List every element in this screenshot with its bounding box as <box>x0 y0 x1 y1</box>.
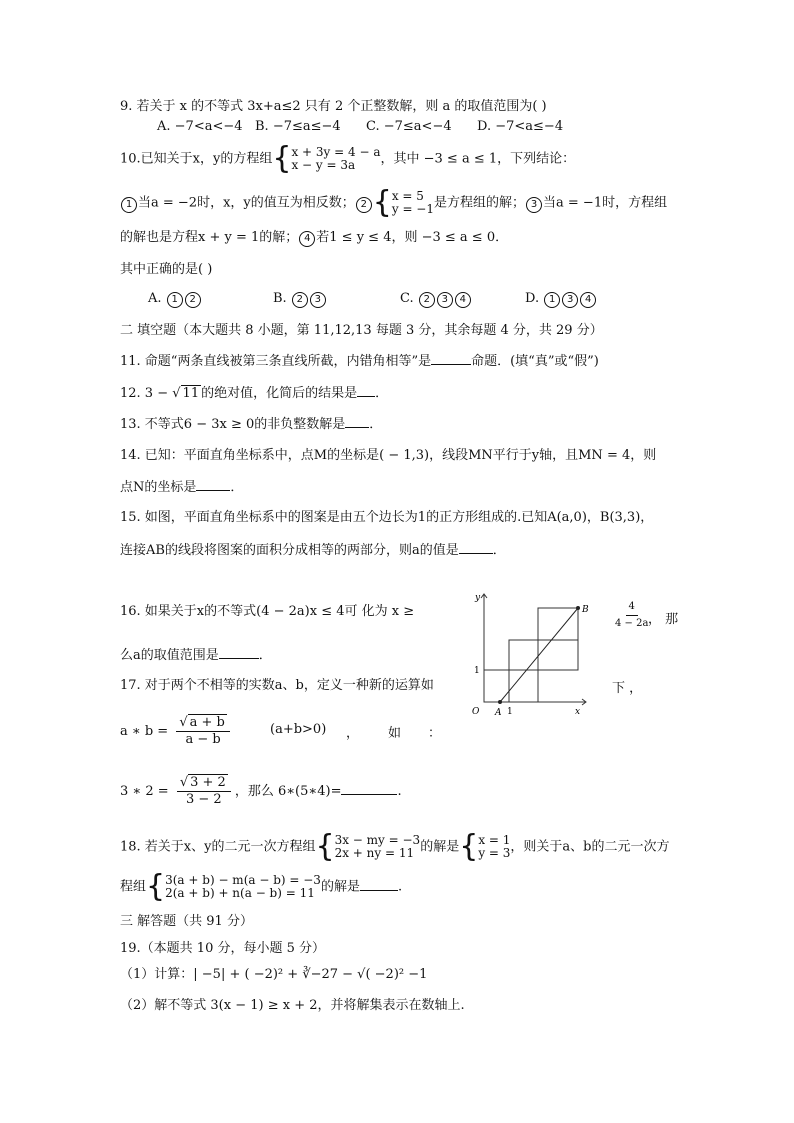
point-b <box>576 606 580 610</box>
q16-line2: 么a的取值范围是 ． <box>120 648 272 663</box>
q17-ru: 如 <box>388 726 402 741</box>
square-4 <box>538 640 578 670</box>
q19-part1: （1）计算：| −5| + ( −2)² + ∛−27 − √( −2)² −1 <box>120 967 428 982</box>
q10-option-d: D. 1 3 4 <box>525 291 597 308</box>
section-2-heading: 二 填空题（本大题共 8 小题，第 11,12,13 每题 3 分，其余每题 4 分，共 29 分） <box>120 323 603 338</box>
q10-stem: 10.已知关于x，y的方程组{ x + 3y = 4 − a x − y = 3a ，其中 −3 ≤ a ≤ 1，下列结论： <box>120 141 576 176</box>
y-label: y <box>475 593 481 603</box>
q17-line1-tail: 下 ， <box>612 681 643 696</box>
q18-line1: 18. 若关于x、y的二元一次方程组{ 3x − my = −3 2x + ny = 11 的解是{ x = 1 y = 3 ，则关于a、b的二元一次方 <box>120 829 670 864</box>
q18-line2: 程组{ 3(a + b) − m(a − b) = −3 2(a + b) + n(a − b) = 11 的解是 . <box>120 869 403 904</box>
q10-system: x + 3y = 4 − a x − y = 3a <box>291 145 381 172</box>
square-5 <box>538 608 578 640</box>
square-1 <box>484 670 509 702</box>
q18-new-system: 3(a + b) − m(a − b) = −3 2(a + b) + n(a − b) = 11 <box>165 873 321 900</box>
b-label: B <box>582 605 589 615</box>
q9-option-d: D. −7<a≤−4 <box>477 119 564 134</box>
q19-head: 19.（本题共 10 分，每小题 5 分） <box>120 941 326 956</box>
x-tick-1: 1 <box>507 707 513 717</box>
q15-line2: 连接AB的线段将图案的面积分成相等的两部分，则a的值是 ． <box>120 543 506 558</box>
q10-candidate: x = 5 y = −1 <box>391 189 434 216</box>
q17-colon: ： <box>428 726 442 741</box>
q11: 11. 命题“两条直线被第三条直线所截，内错角相等”是 命题．(填“真”或“假”) <box>120 354 599 369</box>
q15-line1: 15. 如图，平面直角坐标系中的图案是由五个边长为1的正方形组成的.已知A(a,0)，B(3,3)， <box>120 510 654 525</box>
q10-conclusions-cont: 的解也是方程x + y = 1的解； 4 若1 ≤ y ≤ 4，则 −3 ≤ a ≤ 0． <box>120 230 509 245</box>
q9-option-a: A. −7<a<−4 <box>157 119 243 134</box>
x-label: x <box>575 707 581 717</box>
q9-option-b: B. −7≤a≤−4 <box>255 119 341 134</box>
q9-option-c: C. −7≤a<−4 <box>366 119 452 134</box>
q14-line2: 点N的坐标是 ． <box>120 480 244 495</box>
q9-stem: 9. 若关于 x 的不等式 3x+a≤2 只有 2 个正整数解，则 a 的取值范围为( ) <box>120 99 547 114</box>
q17-line1: 17. 对于两个不相等的实数a、b，定义一种新的运算如 <box>120 678 434 693</box>
q14-line1: 14. 已知：平面直角坐标系中，点M的坐标是( − 1,3)，线段MN平行于y轴，且MN = 4，则 <box>120 448 657 463</box>
origin-label: O <box>472 707 480 717</box>
q10-option-a: A. 1 2 <box>148 291 202 308</box>
q16-tail: ， 那 <box>648 612 679 627</box>
square-2 <box>509 640 538 670</box>
q19-part2: （2）解不等式 3(x − 1) ≥ x + 2，并将解集表示在数轴上. <box>120 998 465 1013</box>
section-3-heading: 三 解答题（共 91 分） <box>120 914 253 929</box>
y-tick-1: 1 <box>474 666 480 676</box>
q16-line1: 16. 如果关于x的不等式(4 − 2a)x ≤ 4可 化为 x ≥ <box>120 604 415 619</box>
q18-solution: x = 1 y = 3 <box>478 833 511 860</box>
a-label: A <box>495 708 502 718</box>
q12: 12. 3 − √ 11 的绝对值，化简后的结果是 ． <box>120 386 389 401</box>
q17-definition: a ∗ b = $\frac{√ a + b}{a - b}$ <box>120 714 234 750</box>
q17-comma: ， <box>346 726 360 741</box>
segment-ab <box>500 608 578 702</box>
q10-ask: 其中正确的是( ) <box>120 262 213 277</box>
q17-condition: (a+b>0) <box>270 722 327 737</box>
point-a <box>498 700 502 704</box>
q17-example: 3 ∗ 2 = $\frac{√ 3 + 2}{3 - 2}$ ，那么 6∗(5∗4)= . <box>120 775 402 807</box>
q10-conclusions: 1 当a = −2时，x，y的值互为相反数； 2 { x = 5 y = −1 是方程组的解； 3 当a = −1时，方程组 <box>120 188 667 218</box>
q16-fraction: $\frac{4}{4 - 2a}$ <box>615 601 649 629</box>
q13: 13. 不等式6 − 3x ≥ 0的非负整数解是 ． <box>120 417 383 432</box>
coordinate-figure <box>462 590 592 720</box>
q10-option-c: C. 2 3 4 <box>400 291 472 308</box>
q18-system: 3x − my = −3 2x + ny = 11 <box>334 833 421 860</box>
q10-option-b: B. 2 3 <box>273 291 327 308</box>
